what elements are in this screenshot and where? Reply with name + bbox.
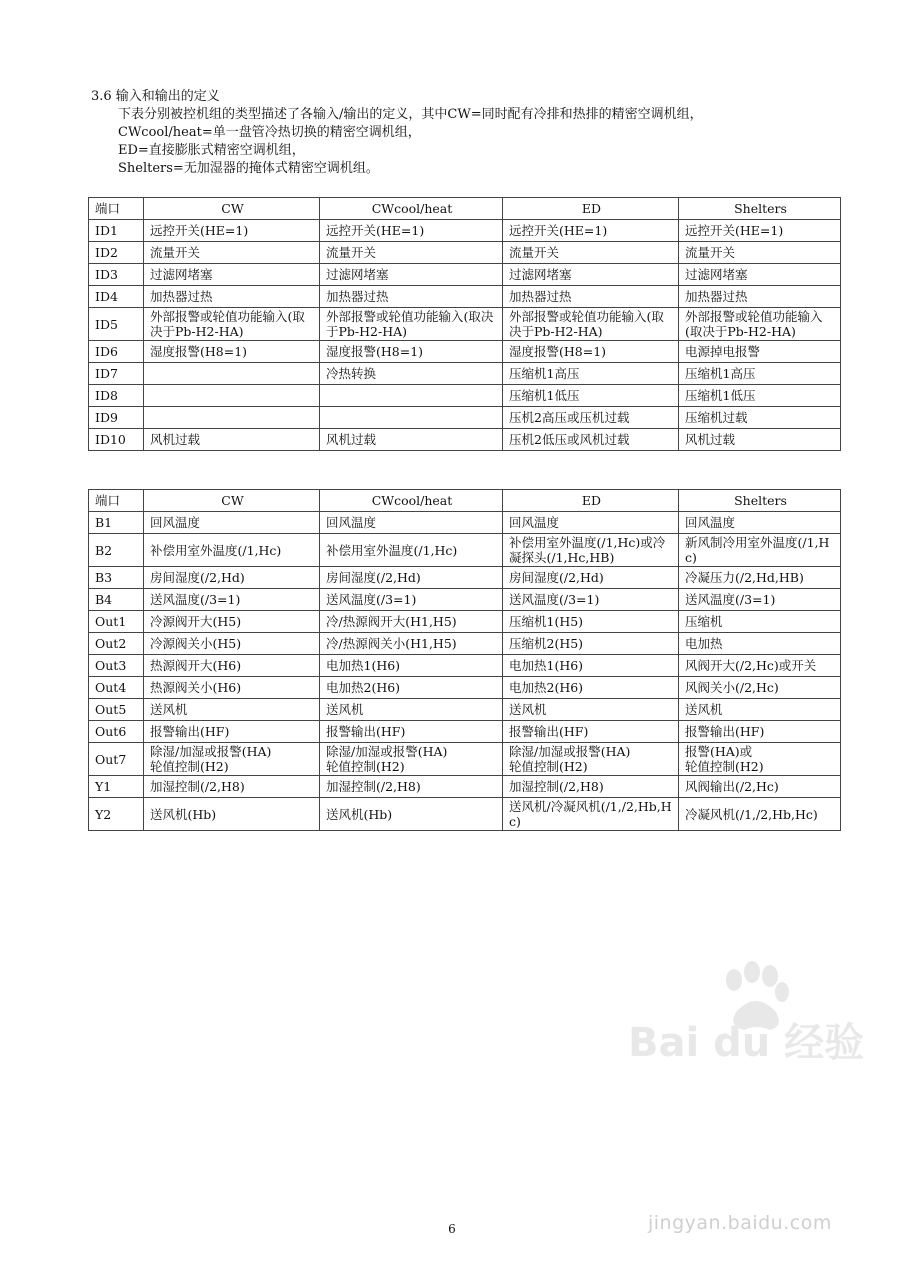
table-cell: 冷凝压力(/2,Hd,HB) [679,567,841,589]
table-row [89,655,841,677]
port-cell: B2 [89,534,144,567]
table-row [89,743,841,776]
port-cell: Out7 [89,743,144,776]
intro-paragraph [118,106,703,178]
table-cell: 压缩机1低压 [503,385,679,407]
table-cell: 电加热1(H6) [503,655,679,677]
table-cell: 压缩机1高压 [679,363,841,385]
table-row [89,776,841,798]
table-row [89,385,841,407]
table-row [89,567,841,589]
table-cell: 压缩机1(H5) [503,611,679,633]
table-cell: 风机过载 [320,429,503,451]
table-cell: 补偿用室外温度(/1,Hc) [144,534,320,567]
table-cell: 加热器过热 [320,286,503,308]
header-port: 端口 [89,490,144,512]
table-cell: 冷凝风机(/1,/2,Hb,Hc) [679,798,841,831]
table-cell: 过滤网堵塞 [679,264,841,286]
table-cell: 送风温度(/3=1) [679,589,841,611]
table-cell: 加热器过热 [144,286,320,308]
table-cell: 回风温度 [503,512,679,534]
table-cell: 远控开关(HE=1) [679,220,841,242]
port-cell: ID1 [89,220,144,242]
table-row [89,429,841,451]
table-cell: 电加热2(H6) [503,677,679,699]
table-cell: 补偿用室外温度(/1,Hc) [320,534,503,567]
table-cell: 压缩机2(H5) [503,633,679,655]
table-cell: 压缩机1低压 [679,385,841,407]
table-cell: 风阀关小(/2,Hc) [679,677,841,699]
table-cell: 房间湿度(/2,Hd) [503,567,679,589]
table-row [89,633,841,655]
port-cell: Out6 [89,721,144,743]
table-cell: 加湿控制(/2,H8) [144,776,320,798]
table-cell: 报警输出(HF) [503,721,679,743]
table-cell: 送风机 [320,699,503,721]
table-cell: 流量开关 [503,242,679,264]
table-cell: 除湿/加湿或报警(HA) 轮值控制(H2) [503,743,679,776]
table-cell: 报警输出(HF) [320,721,503,743]
table-cell: 报警(HA)或 轮值控制(H2) [679,743,841,776]
table-cell: 电加热1(H6) [320,655,503,677]
table-cell: 外部报警或轮值功能输入(取决于Pb-H2-HA) [679,308,841,341]
table-cell: 电加热2(H6) [320,677,503,699]
table-cell: 送风机/冷凝风机(/1,/2,Hb,Hc) [503,798,679,831]
intro-line: CWcool/heat=单一盘管冷热切换的精密空调机组， [118,125,421,140]
table-cell: 冷源阀开大(H5) [144,611,320,633]
table-row [89,721,841,743]
table-cell: 回风温度 [679,512,841,534]
port-cell: ID3 [89,264,144,286]
table-cell: 加热器过热 [679,286,841,308]
port-cell: ID10 [89,429,144,451]
table-cell: 送风机 [679,699,841,721]
table-row [89,798,841,831]
port-cell: Y2 [89,798,144,831]
header-ed: ED [503,198,679,220]
section-heading: 3.6 输入和输出的定义 [91,89,220,104]
table-cell: 冷/热源阀关小(H1,H5) [320,633,503,655]
table-cell: 补偿用室外温度(/1,Hc)或冷凝探头(/1,Hc,HB) [503,534,679,567]
table-row [89,264,841,286]
table-cell: 过滤网堵塞 [144,264,320,286]
table-row [89,589,841,611]
table-cell: 冷源阀关小(H5) [144,633,320,655]
header-cwcoolheat: CWcool/heat [320,198,503,220]
table-cell [320,385,503,407]
table-cell: 流量开关 [144,242,320,264]
port-cell: ID8 [89,385,144,407]
table-cell: 热源阀关小(H6) [144,677,320,699]
table-cell [320,407,503,429]
table-cell: 风机过载 [679,429,841,451]
watermark-url: jingyan.baidu.com [648,1212,832,1234]
table-cell: 压缩机1高压 [503,363,679,385]
port-cell: B4 [89,589,144,611]
table-cell: 报警输出(HF) [144,721,320,743]
table-row [89,611,841,633]
intro-line: ED=直接膨胀式精密空调机组， [118,143,305,158]
intro-line: Shelters=无加湿器的掩体式精密空调机组。 [118,161,379,176]
inputs-table [88,197,841,451]
table-cell: 热源阀开大(H6) [144,655,320,677]
table-cell [144,363,320,385]
table-cell [144,407,320,429]
table-row [89,534,841,567]
header-cw: CW [144,490,320,512]
table-cell: 电源掉电报警 [679,341,841,363]
port-cell: ID9 [89,407,144,429]
table-cell: 电加热 [679,633,841,655]
table-cell: 送风温度(/3=1) [503,589,679,611]
table-cell: 回风温度 [320,512,503,534]
table-cell: 远控开关(HE=1) [144,220,320,242]
table-cell: 送风机(Hb) [144,798,320,831]
table-cell: 湿度报警(H8=1) [320,341,503,363]
table-cell: 加湿控制(/2,H8) [320,776,503,798]
table-row [89,363,841,385]
port-cell: B1 [89,512,144,534]
table-cell: 远控开关(HE=1) [320,220,503,242]
header-cw: CW [144,198,320,220]
port-cell: Y1 [89,776,144,798]
port-cell: B3 [89,567,144,589]
table-cell [144,385,320,407]
port-cell: ID6 [89,341,144,363]
table-cell: 送风机 [503,699,679,721]
table-row [89,512,841,534]
table-cell: 外部报警或轮值功能输入(取决于Pb-H2-HA) [144,308,320,341]
table-cell: 过滤网堵塞 [320,264,503,286]
table-cell: 压机2低压或风机过载 [503,429,679,451]
table-cell: 房间湿度(/2,Hd) [320,567,503,589]
table-row [89,341,841,363]
table-cell: 加湿控制(/2,H8) [503,776,679,798]
port-cell: Out3 [89,655,144,677]
table-cell: 湿度报警(H8=1) [503,341,679,363]
table-cell: 压机2高压或压机过载 [503,407,679,429]
table-row [89,242,841,264]
table-row [89,699,841,721]
table-cell: 压缩机 [679,611,841,633]
table-row [89,286,841,308]
table-cell: 房间湿度(/2,Hd) [144,567,320,589]
table-cell: 冷热转换 [320,363,503,385]
table-cell: 外部报警或轮值功能输入(取决于Pb-H2-HA) [320,308,503,341]
port-cell: ID7 [89,363,144,385]
table-header-row [89,490,841,512]
table-cell: 风阀输出(/2,Hc) [679,776,841,798]
header-port: 端口 [89,198,144,220]
port-cell: Out1 [89,611,144,633]
table-cell: 流量开关 [679,242,841,264]
table-cell: 外部报警或轮值功能输入(取决于Pb-H2-HA) [503,308,679,341]
table-cell: 除湿/加湿或报警(HA) 轮值控制(H2) [320,743,503,776]
table-cell: 送风机 [144,699,320,721]
table-cell: 风阀开大(/2,Hc)或开关 [679,655,841,677]
table-cell: 新风制冷用室外温度(/1,Hc) [679,534,841,567]
table-cell: 冷/热源阀开大(H1,H5) [320,611,503,633]
page-number: 6 [448,1222,456,1236]
outputs-table [88,489,841,831]
table-cell: 远控开关(HE=1) [503,220,679,242]
table-row [89,220,841,242]
table-cell: 送风机(Hb) [320,798,503,831]
table-cell: 压缩机过载 [679,407,841,429]
table-row [89,308,841,341]
table-cell: 过滤网堵塞 [503,264,679,286]
table-cell: 回风温度 [144,512,320,534]
table-cell: 加热器过热 [503,286,679,308]
baidu-paw-watermark [624,952,864,1062]
port-cell: ID5 [89,308,144,341]
table-cell: 报警输出(HF) [679,721,841,743]
header-cwcoolheat: CWcool/heat [320,490,503,512]
port-cell: ID4 [89,286,144,308]
table-header-row [89,198,841,220]
table-row [89,677,841,699]
header-ed: ED [503,490,679,512]
watermark-brand: Bai du 经验 [628,1020,864,1062]
table-cell: 风机过载 [144,429,320,451]
port-cell: Out5 [89,699,144,721]
table-cell: 送风温度(/3=1) [144,589,320,611]
port-cell: Out2 [89,633,144,655]
table-cell: 送风温度(/3=1) [320,589,503,611]
header-shelters: Shelters [679,198,841,220]
table-cell: 流量开关 [320,242,503,264]
intro-line: 下表分别被控机组的类型描述了各输入/输出的定义，其中CW=同时配有冷排和热排的精密空调机组， [118,107,703,122]
port-cell: ID2 [89,242,144,264]
table-cell: 除湿/加湿或报警(HA) 轮值控制(H2) [144,743,320,776]
header-shelters: Shelters [679,490,841,512]
table-row [89,407,841,429]
port-cell: Out4 [89,677,144,699]
table-cell: 湿度报警(H8=1) [144,341,320,363]
